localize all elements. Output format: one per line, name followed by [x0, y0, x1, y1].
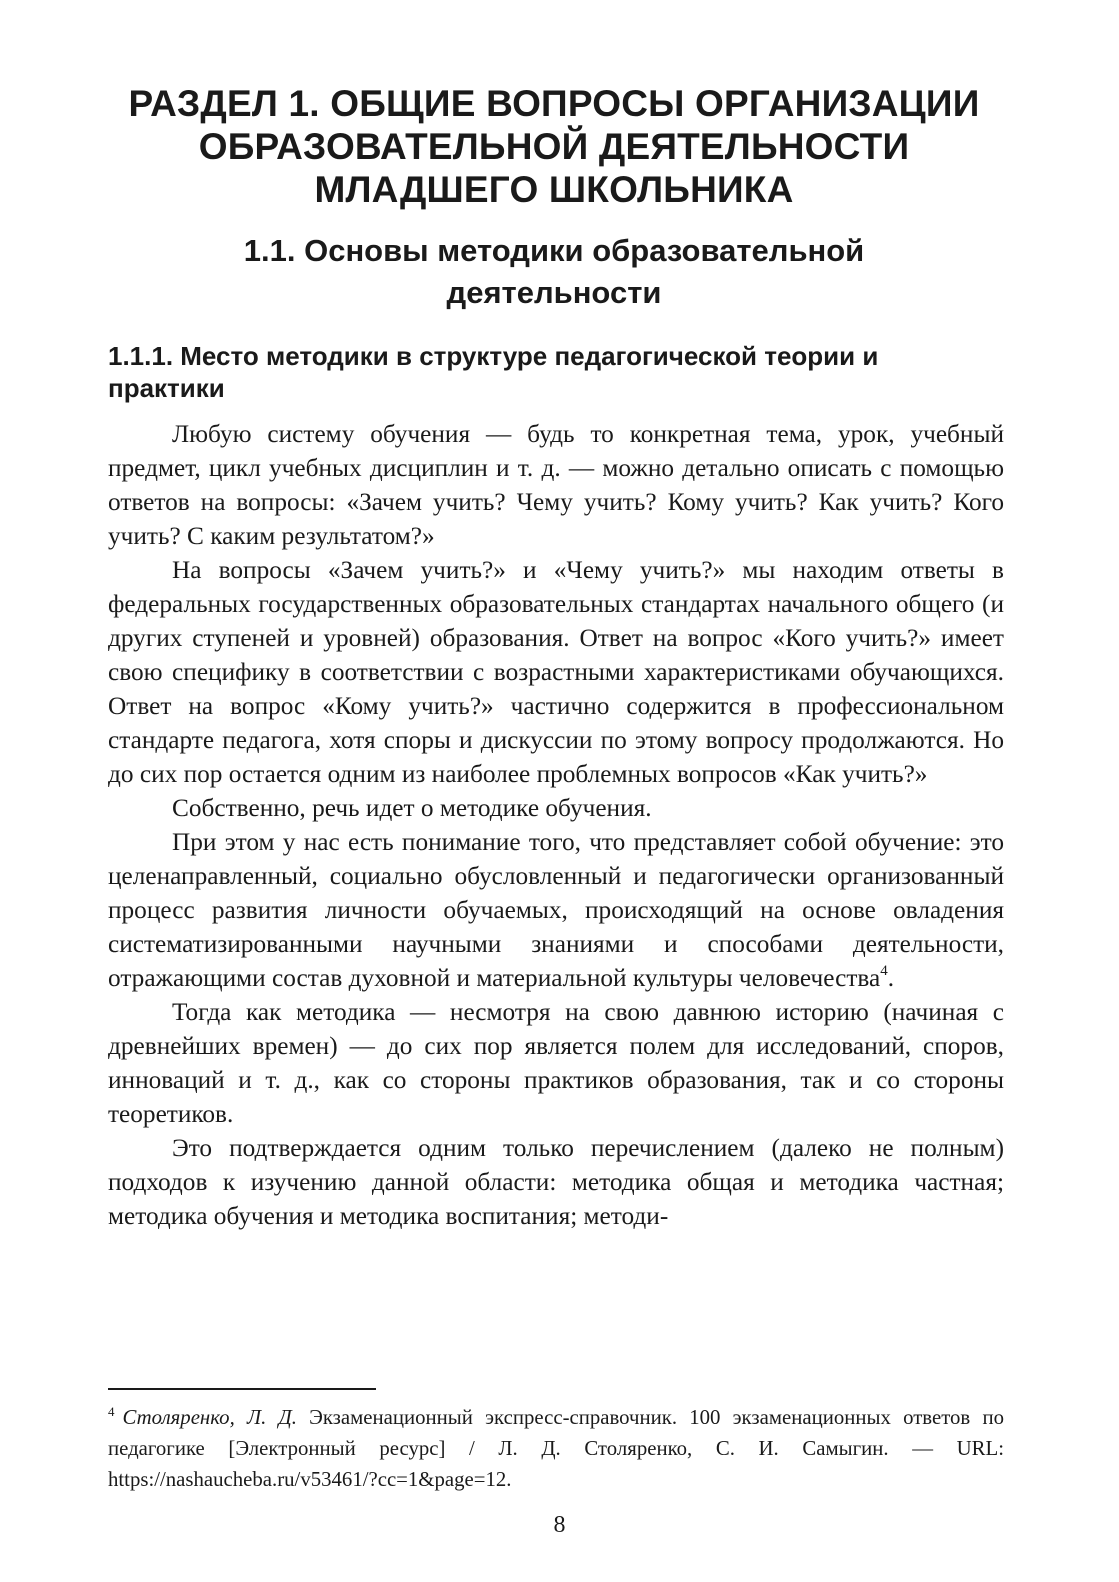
footnote-author: Столяренко, Л. Д.: [122, 1406, 297, 1429]
page-number: 8: [553, 1512, 566, 1538]
paragraph: Тогда как методика — несмотря на свою давнюю историю (начиная с древнейших времен) — до сих пор является полем для исследований, споров, инноваций и т. д., как со стороны практиков образования, так и со стороны теоретиков.: [108, 998, 1004, 1128]
paragraph-text: При этом у нас есть понимание того, что представляет собой обучение: это целенаправленный, социально обусловленный и педагогически организованный процесс развития личности обучаемых, происходящий на основе овладения систематизированными научными знаниями и способами деятельности, отражающими состав духовной и материальной культуры человечества: [108, 828, 1004, 992]
footnote-text: [108, 1402, 1004, 1495]
chapter-title-line: деятельности: [446, 275, 662, 310]
paragraph: На вопросы «Зачем учить?» и «Чему учить?» мы находим ответы в федеральных государственных образовательных стандартах начального общего (и других ступеней и уровней) образования. Ответ на вопрос «Кого учить?» имеет свою специфику в соответствии с возрастными характеристиками обучающихся. Ответ на вопрос «Кому учить?» частично содержится в профессиональном стандарте педагога, хотя споры и дискуссии по этому вопросу продолжаются. Но до сих пор остается одним из наиболее проблемных вопросов «Как учить?»: [108, 556, 1004, 788]
paragraph: Собственно, речь идет о методике обучения.: [172, 794, 652, 822]
subsection-title-line: практики: [108, 373, 225, 403]
subsection-title: [108, 340, 1008, 404]
section-title-line: МЛАДШЕГО ШКОЛЬНИКА: [314, 169, 794, 210]
footnote: [108, 1402, 1004, 1495]
paragraph: Любую систему обучения — будь то конкретная тема, урок, учебный предмет, цикл учебных дисциплин и т. д. — можно детально описать с помощью ответов на вопросы: «Зачем учить? Чему учить? Кому учить? Как учить? Кого учить? С каким результатом?»: [108, 420, 1004, 550]
section-title-line: ОБРАЗОВАТЕЛЬНОЙ ДЕЯТЕЛЬНОСТИ: [198, 126, 910, 167]
subsection-title-line: 1.1.1. Место методики в структуре педагогической теории и: [108, 341, 879, 371]
paragraph-with-footnote: [108, 825, 1004, 995]
footnote-number: 4: [108, 1404, 115, 1419]
section-title-line: РАЗДЕЛ 1. ОБЩИЕ ВОПРОСЫ ОРГАНИЗАЦИИ: [128, 83, 980, 124]
body-text: [108, 417, 1004, 1233]
paragraph: Это подтверждается одним только перечислением (далеко не полным) подходов к изучению данной области: методика общая и методика частная; методика обучения и методика воспитания; методи-: [108, 1134, 1004, 1230]
footnote-body: Экзаменационный экспресс-справочник. 100 экзаменационных ответов по педагогике [Электронный ресурс] / Л. Д. Столяренко, С. И. Самыгин. — URL: https://nashaucheba.ru/v53461/?cc=1&page=12.: [108, 1406, 1004, 1491]
footnote-reference[interactable]: 4: [880, 963, 888, 979]
footnote-divider: [108, 1388, 376, 1390]
section-title: [110, 82, 998, 211]
chapter-title: [110, 230, 998, 314]
chapter-title-line: 1.1. Основы методики образовательной: [243, 233, 865, 268]
paragraph-end: .: [887, 964, 895, 992]
